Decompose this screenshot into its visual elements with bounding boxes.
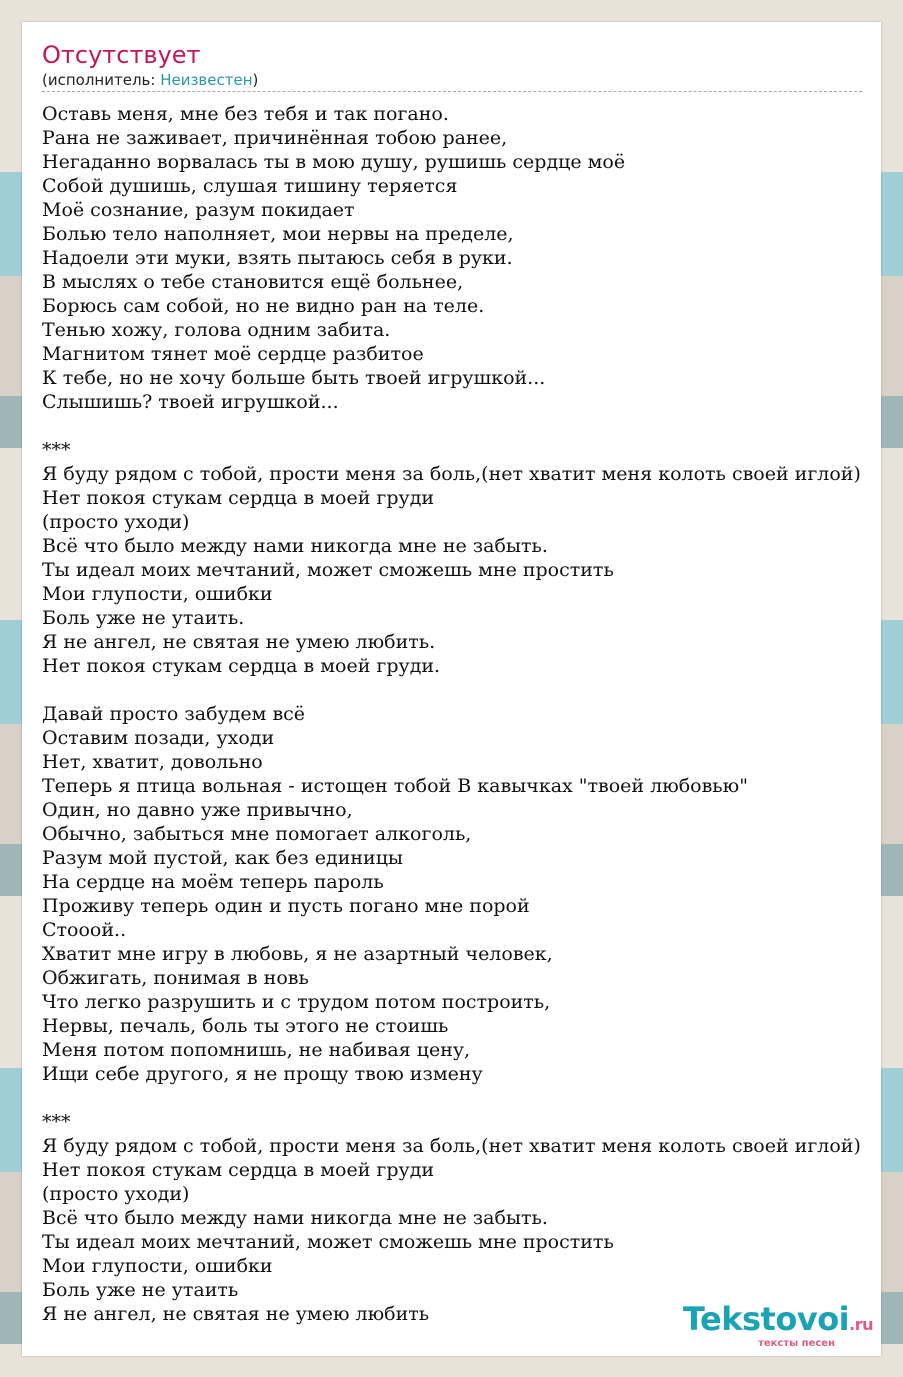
lyric-line: Обычно, забыться мне помогает алкоголь, <box>42 823 472 845</box>
lyric-line: Всё что было между нами никогда мне не забыть. <box>42 535 548 557</box>
lyrics-card <box>22 22 881 1356</box>
performer-suffix: ) <box>252 71 259 89</box>
lyric-line: Ищи себе другого, я не прощу твою измену <box>42 1063 483 1085</box>
lyric-line: Боль уже не утаить. <box>42 607 245 629</box>
lyric-line: Моё сознание, разум покидает <box>42 199 355 221</box>
lyric-line: Нервы, печаль, боль ты этого не стоишь <box>42 1015 449 1037</box>
performer-link[interactable]: Неизвестен <box>160 71 253 89</box>
logo-subtitle: тексты песен <box>758 1338 835 1349</box>
song-title: Отсутствует <box>42 41 201 69</box>
lyric-line: Тенью хожу, голова одним забита. <box>42 319 391 341</box>
lyric-line: Всё что было между нами никогда мне не забыть. <box>42 1207 548 1229</box>
lyric-line: Один, но давно уже привычно, <box>42 799 353 821</box>
lyric-blank-line <box>42 1086 881 1110</box>
lyric-line: Негаданно ворвалась ты в мою душу, рушишь сердце моё <box>42 151 626 173</box>
lyric-line: Нет покоя стукам сердца в моей груди <box>42 487 435 509</box>
lyric-line: Что легко разрушить и с трудом потом построить, <box>42 991 551 1013</box>
lyric-line: *** <box>42 439 71 461</box>
lyric-line: Магнитом тянет моё сердце разбитое <box>42 343 424 365</box>
lyric-line: Ты идеал моих мечтаний, может сможешь мне простить <box>42 1231 614 1253</box>
lyric-line: Мои глупости, ошибки <box>42 583 273 605</box>
lyric-line: *** <box>42 1111 71 1133</box>
lyric-line: Рана не заживает, причинённая тобою ранее, <box>42 127 508 149</box>
lyric-line: Разум мой пустой, как без единицы <box>42 847 404 869</box>
lyric-line: Проживу теперь один и пусть погано мне порой <box>42 895 530 917</box>
performer-line <box>42 70 862 90</box>
logo-main-text: Tekstovoi <box>682 1300 850 1338</box>
lyric-line: Нет покоя стукам сердца в моей груди. <box>42 655 441 677</box>
lyric-line: Оставим позади, уходи <box>42 727 275 749</box>
lyric-line: В мыслях о тебе становится ещё больнее, <box>42 271 464 293</box>
lyric-line: Нет, хватит, довольно <box>42 751 263 773</box>
lyric-line: Хватит мне игру в любовь, я не азартный человек, <box>42 943 553 965</box>
lyric-line: Давай просто забудем всё <box>42 703 306 725</box>
lyric-line: Надоели эти муки, взять пытаюсь себя в руки. <box>42 247 513 269</box>
logo-wordmark <box>653 1302 873 1342</box>
lyric-line: Я буду рядом с тобой, прости меня за боль,(нет хватит меня колоть своей иглой) <box>42 1135 861 1157</box>
logo-tld: .ru <box>849 1315 873 1334</box>
site-logo[interactable] <box>653 1302 873 1350</box>
lyric-line: Ты идеал моих мечтаний, может сможешь мне простить <box>42 559 614 581</box>
lyric-line: Слышишь? твоей игрушкой... <box>42 391 339 413</box>
lyric-line: На сердце на моём теперь пароль <box>42 871 384 893</box>
lyric-line: Оставь меня, мне без тебя и так погано. <box>42 103 449 125</box>
lyric-blank-line <box>42 678 881 702</box>
lyric-line: Я не ангел, не святая не умею любить. <box>42 631 436 653</box>
song-header <box>42 40 862 92</box>
lyric-line: Нет покоя стукам сердца в моей груди <box>42 1159 435 1181</box>
lyric-line: Собой душишь, слушая тишину теряется <box>42 175 458 197</box>
lyric-line: К тебе, но не хочу больше быть твоей игрушкой... <box>42 367 546 389</box>
lyric-line: Стооой.. <box>42 919 127 941</box>
lyric-line: Теперь я птица вольная - истощен тобой В кавычках "твоей любовью" <box>42 775 748 797</box>
lyric-blank-line <box>42 414 881 438</box>
lyric-line: Боль уже не утаить <box>42 1279 239 1301</box>
lyrics-text <box>42 102 881 1326</box>
lyric-line: Болью тело наполняет, мои нервы на пределе, <box>42 223 514 245</box>
lyric-line: Меня потом попомнишь, не набивая цену, <box>42 1039 471 1061</box>
performer-prefix: (исполнитель: <box>42 71 161 89</box>
lyric-line: Я не ангел, не святая не умею любить <box>42 1303 430 1325</box>
lyric-line: Борюсь сам собой, но не видно ран на теле. <box>42 295 485 317</box>
lyric-line: Я буду рядом с тобой, прости меня за боль,(нет хватит меня колоть своей иглой) <box>42 463 861 485</box>
lyric-line: Мои глупости, ошибки <box>42 1255 273 1277</box>
lyric-line: (просто уходи) <box>42 511 190 533</box>
lyric-line: Обжигать, понимая в новь <box>42 967 309 989</box>
lyric-line: (просто уходи) <box>42 1183 190 1205</box>
